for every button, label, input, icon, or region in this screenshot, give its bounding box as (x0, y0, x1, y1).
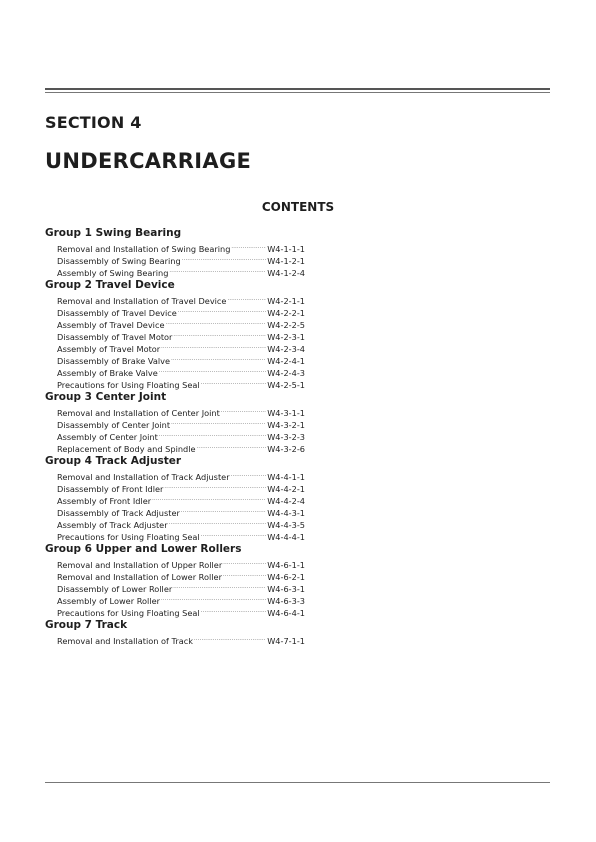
toc-entry-title: Removal and Installation of Track (57, 636, 193, 646)
dot-leader (194, 632, 266, 644)
toc-group (45, 619, 305, 644)
toc-entry-title: Disassembly of Brake Valve (57, 356, 171, 366)
dot-leader (231, 468, 267, 480)
table-of-contents (45, 227, 305, 647)
dot-leader (159, 364, 266, 376)
toc-entry-title: Disassembly of Front Idler (57, 484, 164, 494)
toc-entry-title: Removal and Installation of Swing Bearing (57, 244, 231, 254)
toc-group-title[interactable]: Group 4 Track Adjuster (45, 455, 182, 467)
page-title: UNDERCARRIAGE (45, 149, 252, 173)
toc-entry-title: Disassembly of Center Joint (57, 420, 171, 430)
dot-leader (173, 328, 266, 340)
dot-leader (197, 440, 267, 452)
toc-entry-title: Removal and Installation of Upper Roller (57, 560, 223, 570)
dot-leader (223, 556, 266, 568)
toc-entry-title: Removal and Installation of Track Adjuster (57, 472, 230, 482)
toc-entry-title: Disassembly of Swing Bearing (57, 256, 181, 266)
dot-leader (161, 592, 266, 604)
dot-leader (152, 492, 266, 504)
toc-entry-page: W4-1-1-1 (267, 244, 305, 254)
toc-entry-title: Disassembly of Travel Device (57, 308, 177, 318)
dot-leader (182, 252, 267, 264)
dot-leader (181, 504, 266, 516)
toc-entry-page: W4-3-2-6 (267, 444, 305, 454)
toc-entry-page: W4-4-3-1 (267, 508, 305, 518)
toc-entry-page: W4-2-4-3 (267, 368, 305, 378)
toc-entry[interactable] (45, 240, 305, 252)
dot-leader (221, 404, 266, 416)
toc-entry-page: W4-6-2-1 (267, 572, 305, 582)
toc-entry-title: Assembly of Travel Motor (57, 344, 161, 354)
toc-entry-title: Precautions for Using Floating Seal (57, 608, 200, 618)
dot-leader (171, 352, 266, 364)
toc-entry-title: Precautions for Using Floating Seal (57, 532, 200, 542)
toc-entry-page: W4-3-2-1 (267, 420, 305, 430)
toc-group (45, 455, 305, 540)
toc-group-title[interactable]: Group 3 Center Joint (45, 391, 167, 403)
toc-entry-page: W4-2-1-1 (267, 296, 305, 306)
dot-leader (231, 240, 266, 252)
toc-entry-page: W4-1-2-4 (267, 268, 305, 278)
toc-entry-page: W4-6-4-1 (267, 608, 305, 618)
toc-entry-page: W4-3-2-3 (267, 432, 305, 442)
dot-leader (201, 604, 267, 616)
toc-entry-page: W4-1-2-1 (267, 256, 305, 266)
toc-entry-title: Removal and Installation of Travel Device (57, 296, 227, 306)
toc-entry-page: W4-2-3-1 (267, 332, 305, 342)
dot-leader (227, 292, 266, 304)
contents-heading (0, 200, 596, 214)
toc-entry[interactable] (45, 632, 305, 644)
toc-entry-page: W4-7-1-1 (267, 636, 305, 646)
dot-leader (166, 316, 267, 328)
toc-entry-title: Removal and Installation of Center Joint (57, 408, 220, 418)
toc-entry-title: Assembly of Center Joint (57, 432, 158, 442)
toc-entry-title: Replacement of Body and Spindle (57, 444, 196, 454)
toc-entry-page: W4-4-2-1 (267, 484, 305, 494)
section-label: SECTION 4 (45, 113, 142, 132)
toc-group-title[interactable]: Group 1 Swing Bearing (45, 227, 182, 239)
dot-leader (173, 580, 266, 592)
dot-leader (169, 264, 266, 276)
toc-entry-page: W4-4-4-1 (267, 532, 305, 542)
dot-leader (201, 528, 267, 540)
toc-entry-page: W4-2-4-1 (267, 356, 305, 366)
toc-entry-title: Disassembly of Travel Motor (57, 332, 173, 342)
dot-leader (178, 304, 266, 316)
toc-group-title[interactable]: Group 7 Track (45, 619, 128, 631)
toc-group (45, 391, 305, 452)
dot-leader (169, 516, 267, 528)
toc-entry-title: Assembly of Travel Device (57, 320, 165, 330)
top-rule-thin (45, 92, 550, 93)
dot-leader (161, 340, 266, 352)
toc-entry-page: W4-6-3-1 (267, 584, 305, 594)
toc-entry-page: W4-4-2-4 (267, 496, 305, 506)
dot-leader (164, 480, 266, 492)
toc-entry-title: Assembly of Swing Bearing (57, 268, 169, 278)
toc-entry[interactable] (45, 468, 305, 480)
bottom-rule (45, 782, 550, 783)
toc-entry-title: Disassembly of Track Adjuster (57, 508, 180, 518)
toc-group (45, 227, 305, 276)
toc-group-title[interactable]: Group 2 Travel Device (45, 279, 175, 291)
toc-entry-page: W4-2-2-1 (267, 308, 305, 318)
toc-group (45, 279, 305, 388)
toc-entry-page: W4-2-5-1 (267, 380, 305, 390)
toc-entry-page: W4-2-2-5 (267, 320, 305, 330)
toc-entry-page: W4-3-1-1 (267, 408, 305, 418)
toc-entry-title: Disassembly of Lower Roller (57, 584, 173, 594)
dot-leader (159, 428, 266, 440)
toc-group-title[interactable]: Group 6 Upper and Lower Rollers (45, 543, 242, 555)
toc-entry-page: W4-6-1-1 (267, 560, 305, 570)
toc-entry-page: W4-2-3-4 (267, 344, 305, 354)
toc-entry[interactable] (45, 404, 305, 416)
contents-label: CONTENTS (261, 200, 335, 214)
toc-entry-title: Precautions for Using Floating Seal (57, 380, 200, 390)
toc-group (45, 543, 305, 616)
dot-leader (223, 568, 266, 580)
toc-entry-title: Assembly of Front Idler (57, 496, 152, 506)
toc-entry-title: Assembly of Track Adjuster (57, 520, 168, 530)
toc-entry-title: Assembly of Brake Valve (57, 368, 158, 378)
top-rule-thick (45, 88, 550, 90)
dot-leader (171, 416, 266, 428)
toc-entry-page: W4-6-3-3 (267, 596, 305, 606)
toc-entry[interactable] (45, 556, 305, 568)
toc-entry-page: W4-4-3-5 (267, 520, 305, 530)
dot-leader (201, 376, 267, 388)
toc-entry-page: W4-4-1-1 (267, 472, 305, 482)
toc-entry-title: Assembly of Lower Roller (57, 596, 160, 606)
toc-entry[interactable] (45, 292, 305, 304)
toc-entry-title: Removal and Installation of Lower Roller (57, 572, 222, 582)
